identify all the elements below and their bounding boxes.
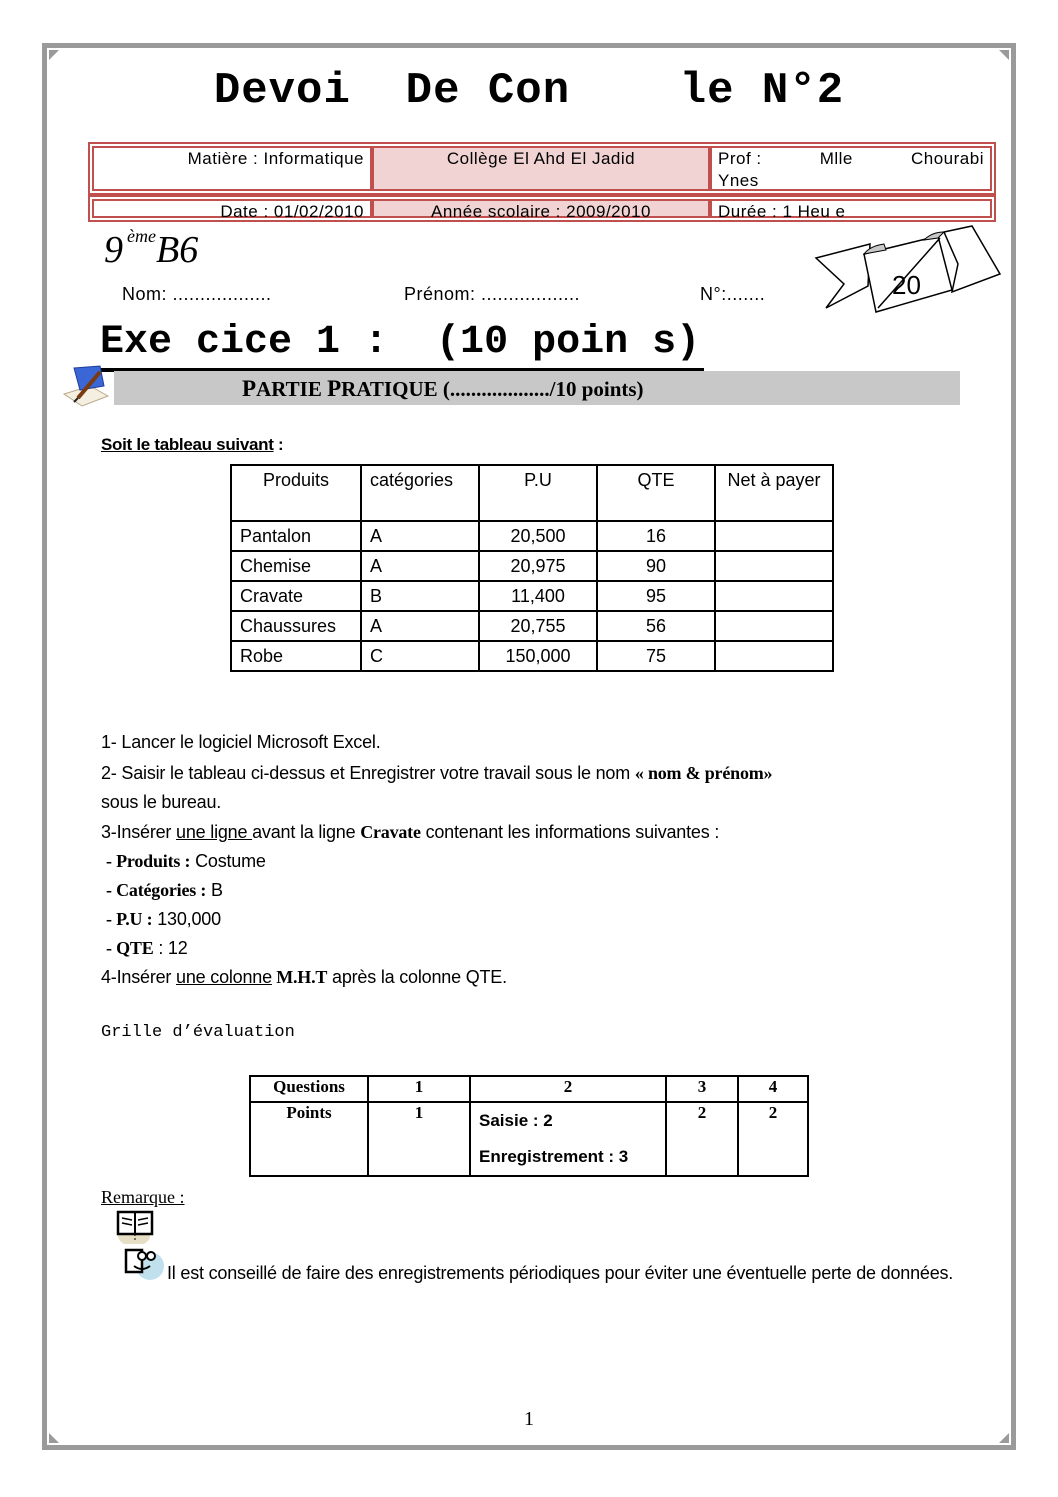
teacher-label: Prof : bbox=[718, 149, 762, 168]
section-title-word: ARTIE bbox=[256, 377, 328, 401]
teacher-name: Chourabi bbox=[910, 149, 984, 168]
grid-header-row bbox=[250, 1076, 808, 1102]
cell-product: Pantalon bbox=[231, 521, 361, 551]
instruction-text: après la colonne QTE. bbox=[327, 967, 507, 987]
table-row bbox=[231, 581, 833, 611]
section-title-word: RATIQUE bbox=[341, 377, 438, 401]
teacher-firstname: Ynes bbox=[718, 171, 759, 190]
grid-points-label: Points bbox=[250, 1102, 368, 1176]
remark-text: Il est conseillé de faire des enregistrements périodiques pour éviter une éventuelle perte de données. bbox=[167, 1263, 954, 1283]
cell-net-to-pay bbox=[715, 581, 833, 611]
instruction-text: contenant les informations suivantes : bbox=[420, 822, 720, 842]
item-value: : 12 bbox=[153, 938, 188, 958]
item-label: - Catégories : bbox=[106, 880, 207, 900]
cell-net-to-pay bbox=[715, 521, 833, 551]
cell-quantity: 95 bbox=[597, 581, 715, 611]
instruction-item bbox=[106, 934, 188, 963]
subject-cell: Matière : Informatique bbox=[92, 146, 372, 191]
instruction-item bbox=[106, 876, 223, 905]
instruction-keyword: Cravate bbox=[360, 822, 421, 842]
cell-category: A bbox=[361, 551, 479, 581]
duration-cell: Durée : 1 Heu e bbox=[710, 199, 992, 218]
products-table bbox=[230, 464, 834, 672]
class-suffix: ème bbox=[127, 226, 156, 246]
item-value: B bbox=[206, 880, 223, 900]
instruction-text: 3-Insérer bbox=[101, 822, 177, 842]
intro-text: Soit le tableau suivant bbox=[101, 435, 274, 454]
instruction-text: sous le bureau. bbox=[101, 792, 222, 812]
item-value: 130,000 bbox=[152, 909, 221, 929]
teacher-cell bbox=[710, 146, 992, 191]
exercise-title: Exe cice 1 : (10 poin s) bbox=[100, 318, 704, 372]
pen-writing-icon bbox=[60, 364, 116, 408]
instruction-2 bbox=[101, 759, 961, 817]
item-value: Costume bbox=[190, 851, 266, 871]
column-header: Net à payer bbox=[715, 465, 833, 521]
cell-category: A bbox=[361, 521, 479, 551]
item-label: - P.U : bbox=[106, 909, 153, 929]
corner-decoration bbox=[999, 50, 1009, 60]
section-points: (.................../10 points) bbox=[437, 377, 644, 401]
score-total: 20 bbox=[892, 270, 921, 300]
instruction-text: avant la ligne bbox=[252, 822, 361, 842]
cell-category: B bbox=[361, 581, 479, 611]
column-header: catégories bbox=[361, 465, 479, 521]
section-title bbox=[242, 376, 644, 402]
cell-unit-price: 20,975 bbox=[479, 551, 597, 581]
grid-points-q2 bbox=[470, 1102, 666, 1176]
cell-unit-price: 20,755 bbox=[479, 611, 597, 641]
grid-header: 3 bbox=[666, 1076, 738, 1102]
cell-quantity: 90 bbox=[597, 551, 715, 581]
grading-grid-table bbox=[249, 1075, 809, 1177]
cell-product: Chaussures bbox=[231, 611, 361, 641]
cell-net-to-pay bbox=[715, 641, 833, 671]
instruction-emphasis: une colonne bbox=[176, 967, 272, 987]
cell-product: Robe bbox=[231, 641, 361, 671]
grid-points-saisie: Saisie : 2 bbox=[479, 1111, 553, 1130]
section-title-cap: P bbox=[242, 376, 257, 401]
instruction-emphasis: une ligne bbox=[176, 822, 253, 842]
table-header-row bbox=[231, 465, 833, 521]
cell-category: A bbox=[361, 611, 479, 641]
student-number-field[interactable]: N°:....... bbox=[700, 284, 766, 304]
instruction-filename: « nom & prénom» bbox=[634, 763, 773, 783]
class-label bbox=[104, 226, 198, 272]
page-number: 1 bbox=[524, 1408, 534, 1430]
corner-decoration bbox=[49, 1433, 59, 1443]
instruction-4 bbox=[101, 963, 507, 992]
instruction-keyword: M.H.T bbox=[271, 967, 328, 987]
table-intro bbox=[101, 435, 283, 455]
grid-header: 1 bbox=[368, 1076, 470, 1102]
cell-quantity: 16 bbox=[597, 521, 715, 551]
student-name-field[interactable]: Nom: .................. bbox=[122, 284, 272, 304]
section-title-cap: P bbox=[327, 376, 342, 401]
grid-header: Questions bbox=[250, 1076, 368, 1102]
table-row bbox=[231, 521, 833, 551]
cell-category: C bbox=[361, 641, 479, 671]
student-firstname-field[interactable]: Prénom: .................. bbox=[404, 284, 581, 304]
grid-points-row bbox=[250, 1102, 808, 1176]
grid-header: 4 bbox=[738, 1076, 808, 1102]
remark-label: Remarque : bbox=[101, 1187, 185, 1207]
header-info-row bbox=[88, 142, 996, 195]
item-label: - QTE bbox=[106, 938, 154, 958]
school-cell: Collège El Ahd El Jadid bbox=[372, 146, 710, 191]
grid-points-value: 2 bbox=[738, 1102, 808, 1176]
instruction-3 bbox=[101, 818, 719, 847]
intro-colon: : bbox=[273, 435, 284, 454]
column-header: P.U bbox=[479, 465, 597, 521]
grid-points-enregistrement: Enregistrement : 3 bbox=[479, 1147, 629, 1166]
cell-unit-price: 150,000 bbox=[479, 641, 597, 671]
cell-product: Chemise bbox=[231, 551, 361, 581]
table-row bbox=[231, 551, 833, 581]
cell-quantity: 56 bbox=[597, 611, 715, 641]
teacher-title: Mlle bbox=[819, 149, 853, 168]
class-group: B6 bbox=[155, 229, 199, 271]
school-year-cell: Année scolaire : 2009/2010 bbox=[372, 199, 710, 218]
document-title: Devoi De Con le N°2 bbox=[213, 66, 845, 116]
corner-decoration bbox=[49, 50, 59, 60]
grid-header: 2 bbox=[470, 1076, 666, 1102]
grading-grid-label: Grille d’évaluation bbox=[101, 1023, 295, 1042]
class-level: 9 bbox=[104, 229, 123, 271]
column-header: QTE bbox=[597, 465, 715, 521]
grid-points-value: 1 bbox=[368, 1102, 470, 1176]
table-row bbox=[231, 611, 833, 641]
corner-decoration bbox=[999, 1433, 1009, 1443]
cell-unit-price: 20,500 bbox=[479, 521, 597, 551]
grid-points-value: 2 bbox=[666, 1102, 738, 1176]
instruction-text: 4-Insérer bbox=[101, 967, 177, 987]
table-row bbox=[231, 641, 833, 671]
cell-net-to-pay bbox=[715, 611, 833, 641]
date-cell: Date : 01/02/2010 bbox=[92, 199, 372, 218]
column-header: Produits bbox=[231, 465, 361, 521]
instruction-text: 2- Saisir le tableau ci-dessus et Enregistrer votre travail sous le nom bbox=[101, 763, 635, 783]
instruction-item bbox=[106, 847, 266, 876]
cell-unit-price: 11,400 bbox=[479, 581, 597, 611]
cell-net-to-pay bbox=[715, 551, 833, 581]
instruction-1: 1- Lancer le logiciel Microsoft Excel. bbox=[101, 732, 381, 752]
cell-product: Cravate bbox=[231, 581, 361, 611]
cell-quantity: 75 bbox=[597, 641, 715, 671]
item-label: - Produits : bbox=[106, 851, 191, 871]
score-ribbon-icon bbox=[812, 218, 1002, 318]
instruction-item bbox=[106, 905, 221, 934]
open-book-icon bbox=[112, 1208, 160, 1244]
